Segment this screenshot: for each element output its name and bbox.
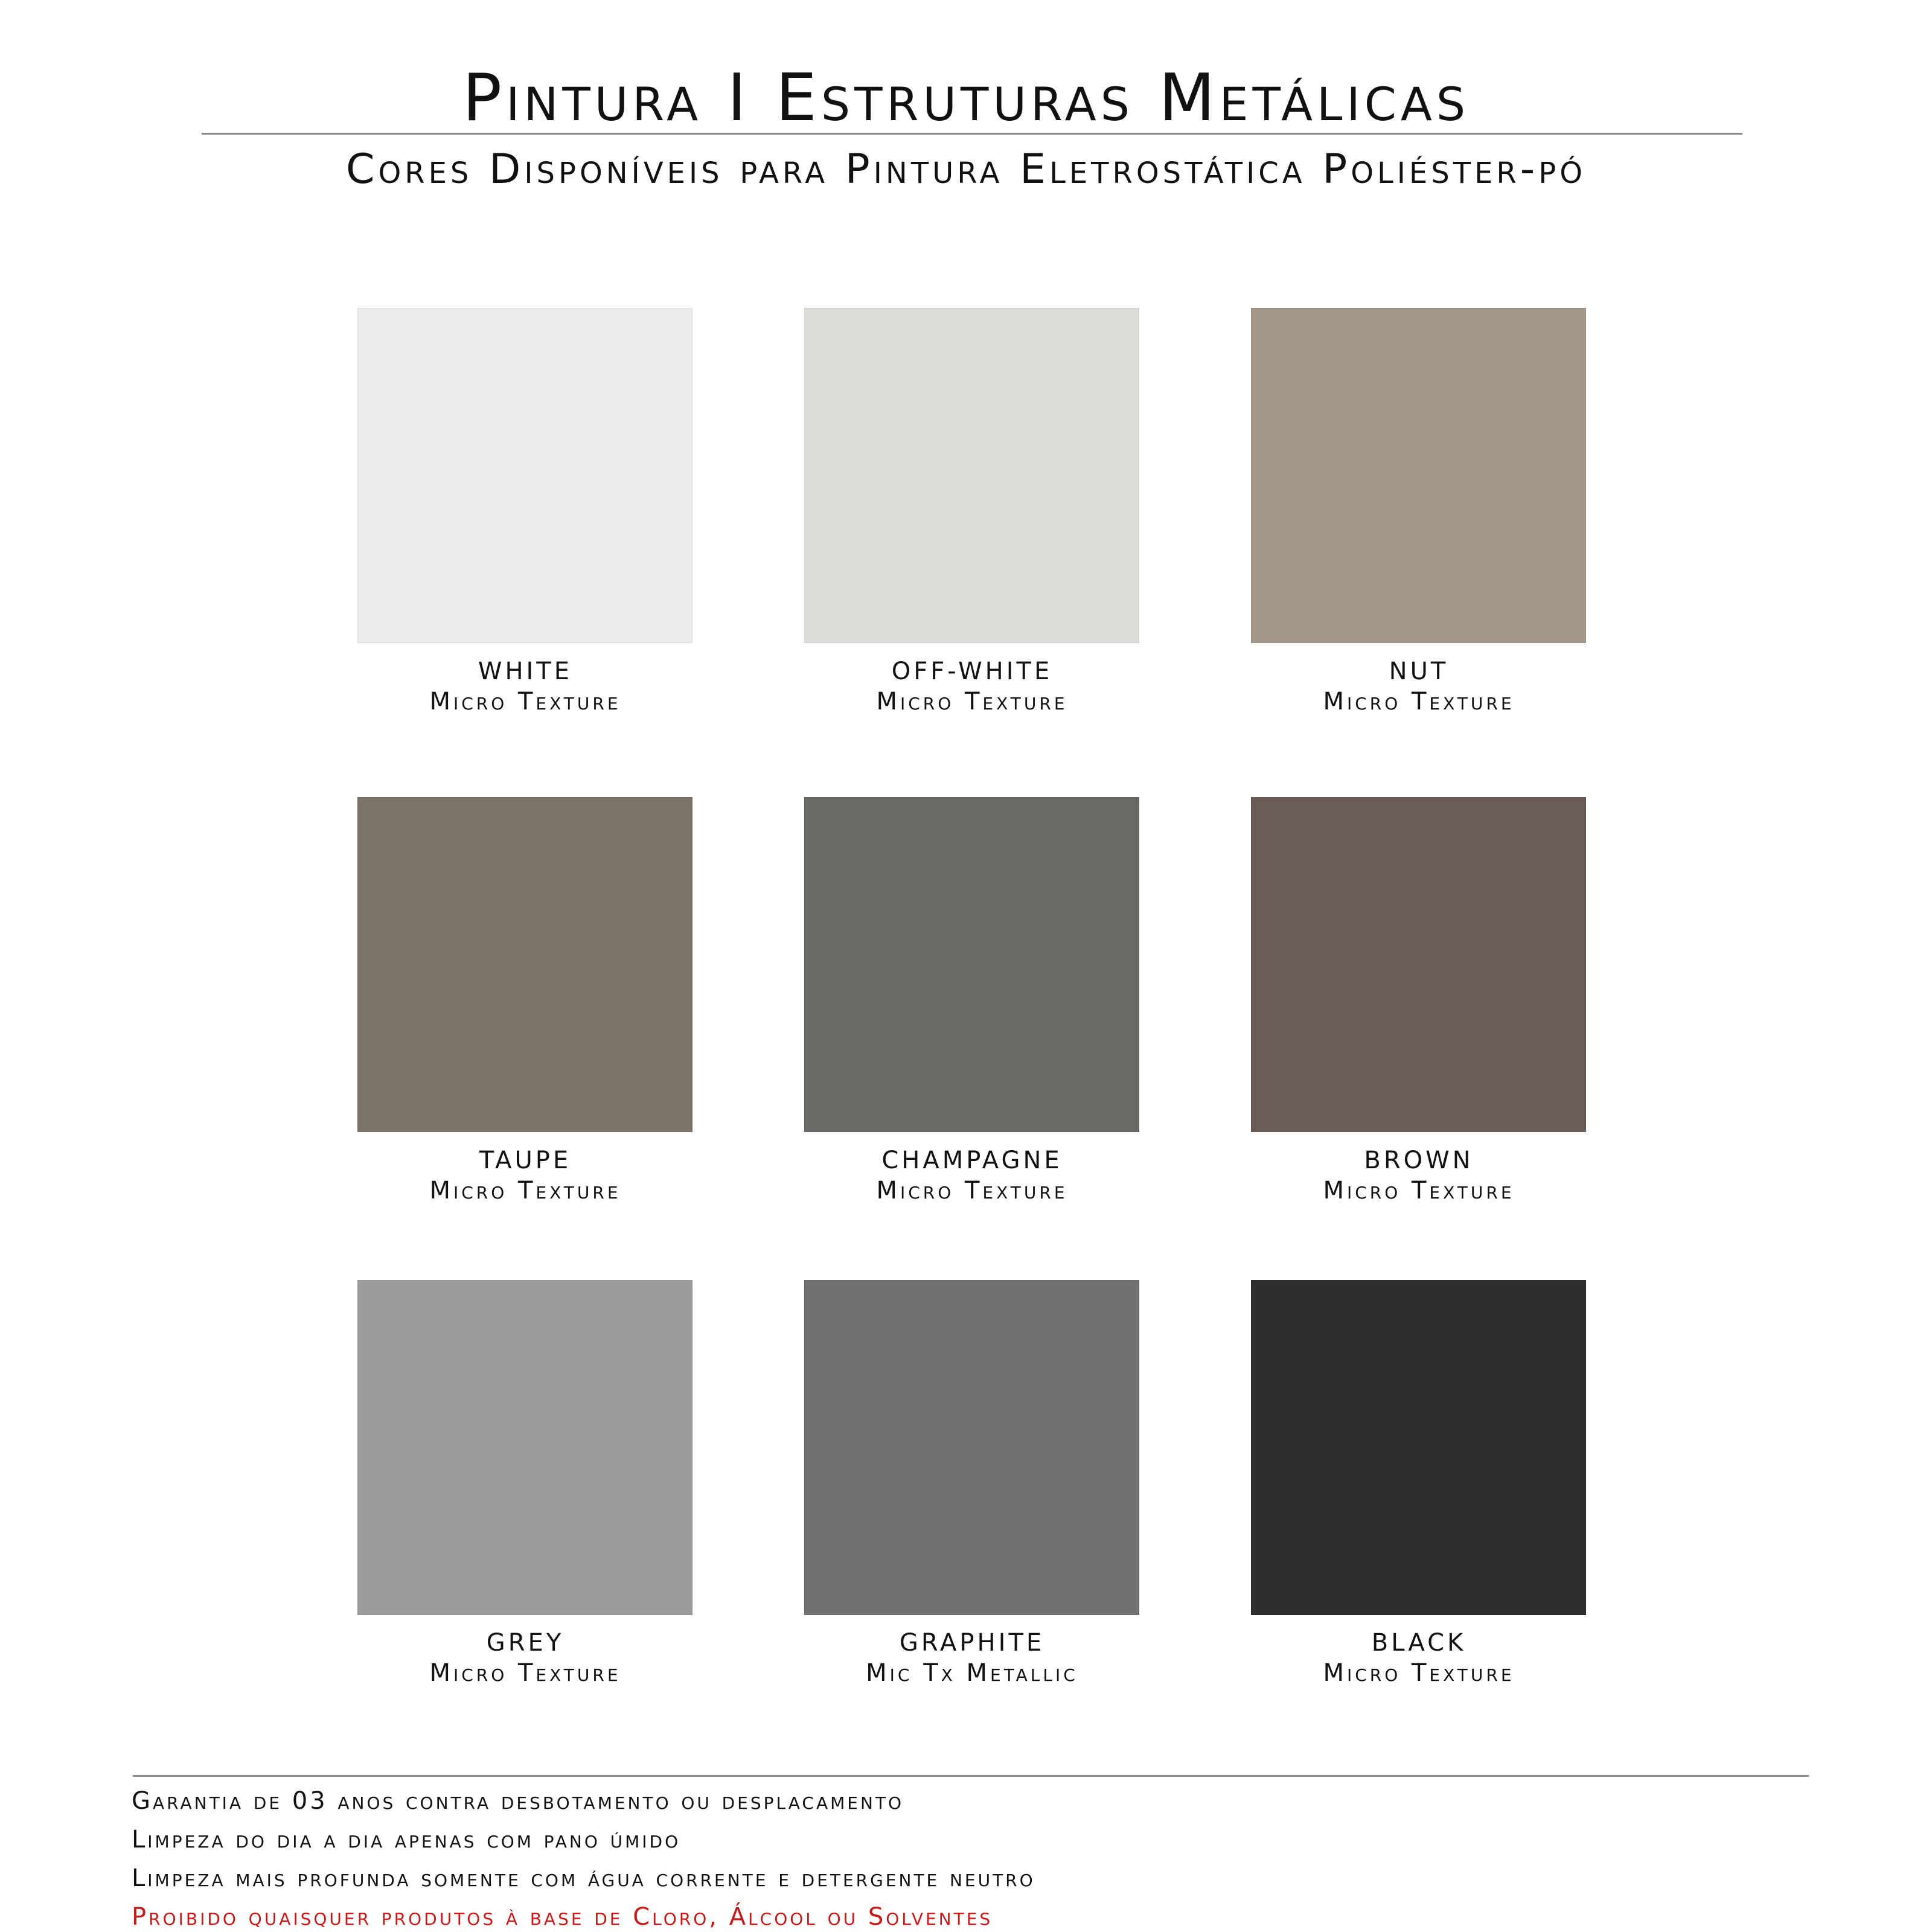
swatch-graphite [804,1280,1139,1615]
swatch-brown [1251,797,1586,1132]
swatch-name-taupe: TAUPE [479,1147,572,1174]
note-prohibited-products: Proibido quaisquer produtos à base de Cloro, Álcool ou Solventes [132,1903,993,1931]
swatch-grey [357,1280,693,1615]
page-title: Pintura I Estruturas Metálicas [462,60,1470,136]
swatch-name-off-white: OFF-WHITE [891,657,1053,685]
swatch-finish-off-white: Micro Texture [876,688,1068,715]
swatch-finish-champagne: Micro Texture [876,1177,1068,1204]
footer-divider [133,1775,1809,1777]
swatch-finish-brown: Micro Texture [1323,1177,1515,1204]
swatch-name-graphite: GRAPHITE [899,1629,1045,1657]
swatch-name-nut: NUT [1389,657,1449,685]
swatch-off-white [804,308,1139,643]
swatch-name-champagne: CHAMPAGNE [881,1147,1063,1174]
swatch-name-brown: BROWN [1364,1147,1474,1174]
swatch-name-black: BLACK [1371,1629,1467,1657]
swatch-nut [1251,308,1586,643]
swatch-white [357,308,693,643]
swatch-name-grey: GREY [486,1629,565,1657]
swatch-name-white: WHITE [478,657,573,685]
swatch-finish-nut: Micro Texture [1323,688,1515,715]
title-divider [202,133,1742,135]
swatch-champagne [804,797,1139,1132]
page-subtitle: Cores Disponíveis para Pintura Eletrostática Poliéster-pó [345,146,1586,193]
note-warranty: Garantia de 03 anos contra desbotamento ou desplacamento [132,1787,904,1815]
swatch-finish-grey: Micro Texture [429,1659,621,1687]
note-daily-cleaning: Limpeza do dia a dia apenas com pano úmido [132,1826,681,1854]
swatch-finish-taupe: Micro Texture [429,1177,621,1204]
swatch-finish-graphite: Mic Tx Metallic [866,1659,1078,1687]
swatch-taupe [357,797,693,1132]
swatch-finish-black: Micro Texture [1323,1659,1515,1687]
note-deep-cleaning: Limpeza mais profunda somente com água corrente e detergente neutro [132,1864,1035,1892]
swatch-finish-white: Micro Texture [429,688,621,715]
swatch-black [1251,1280,1586,1615]
